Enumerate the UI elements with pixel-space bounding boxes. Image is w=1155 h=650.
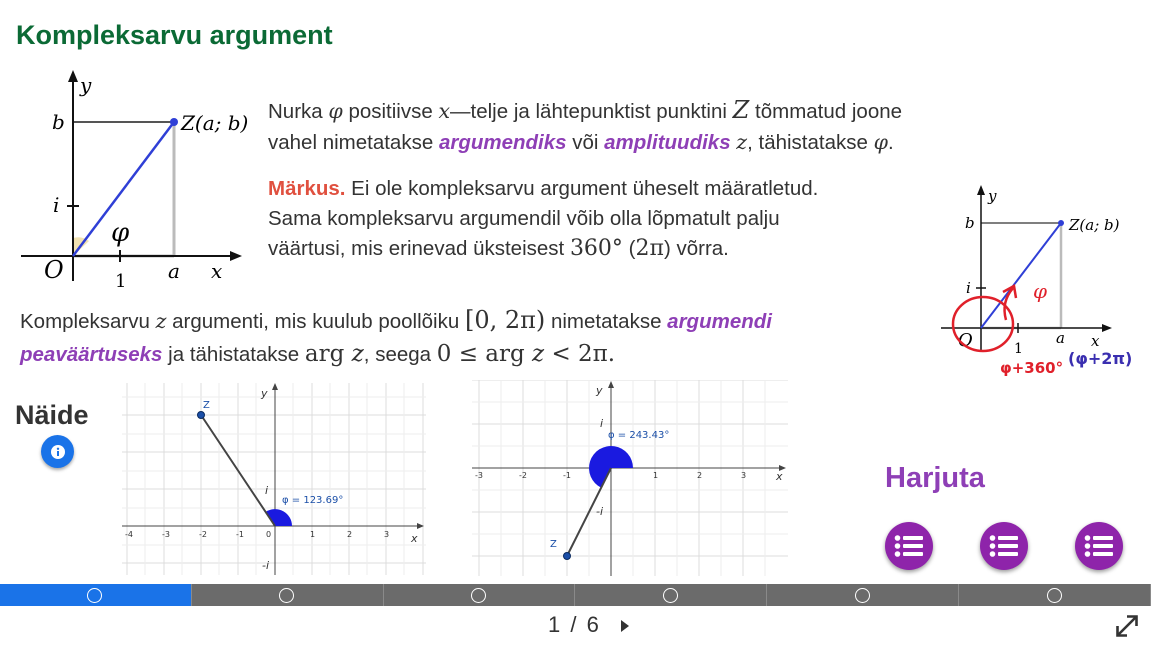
svg-text:x: x — [1091, 332, 1100, 350]
info-button[interactable] — [41, 435, 74, 468]
svg-text:y: y — [596, 384, 603, 397]
svg-text:-i: -i — [596, 505, 604, 518]
svg-text:O: O — [958, 330, 973, 351]
total-slides: 6 — [586, 612, 599, 637]
graph1-x-ticks — [125, 530, 389, 539]
svg-text:3: 3 — [741, 471, 747, 480]
task-list-icon — [1084, 534, 1114, 558]
term-argumendi: argumendi — [667, 310, 772, 333]
svg-text:1: 1 — [115, 271, 127, 291]
slide-dot — [279, 588, 294, 603]
svg-text:y: y — [261, 387, 268, 400]
slide-progress-bar — [0, 584, 1151, 606]
svg-text:Z: Z — [203, 400, 210, 411]
svg-text:φ: φ — [1033, 279, 1048, 303]
handwritten-diagram — [938, 180, 1138, 385]
svg-text:i: i — [265, 484, 269, 497]
fullscreen-button[interactable] — [1114, 613, 1140, 639]
exercise-button-1[interactable] — [885, 522, 933, 570]
svg-text:φ: φ — [111, 218, 130, 248]
slide-dot — [87, 588, 102, 603]
slide-counter — [548, 612, 599, 638]
svg-text:1: 1 — [653, 471, 659, 480]
svg-text:φ = 243.43°: φ = 243.43° — [608, 430, 670, 441]
svg-text:a: a — [168, 259, 180, 283]
svg-text:3: 3 — [384, 530, 390, 539]
term-argumendiks: argumendiks — [438, 131, 567, 154]
svg-text:φ+360°: φ+360° — [1000, 359, 1064, 377]
svg-text:-1: -1 — [236, 530, 244, 539]
page-title: Kompleksarvu argument — [16, 20, 333, 50]
term-peavaartuseks: peaväärtuseks — [20, 343, 163, 366]
argument-diagram — [18, 66, 258, 291]
svg-text:1: 1 — [310, 530, 316, 539]
graph1-grid — [122, 383, 426, 575]
svg-text:x: x — [776, 470, 783, 483]
slide-segment-5[interactable] — [767, 584, 959, 606]
svg-text:i: i — [600, 417, 604, 430]
svg-text:Z: Z — [550, 539, 557, 550]
svg-text:a: a — [1056, 329, 1065, 347]
practice-heading: Harjuta — [885, 462, 985, 494]
svg-text:b: b — [965, 214, 975, 232]
svg-text:Z(a; b): Z(a; b) — [1069, 216, 1120, 234]
task-list-icon — [989, 534, 1019, 558]
svg-text:b: b — [52, 110, 65, 134]
slide-segment-1[interactable] — [0, 584, 192, 606]
svg-text:-1: -1 — [563, 471, 571, 480]
point-z — [170, 118, 178, 126]
current-slide: 1 — [548, 612, 561, 637]
slide-dot — [855, 588, 870, 603]
pager-separator: / — [570, 612, 577, 637]
example-graph-1 — [122, 383, 426, 575]
slide-dot — [1047, 588, 1062, 603]
svg-text:2: 2 — [347, 530, 353, 539]
expand-icon — [1118, 617, 1137, 636]
term-amplituudiks: amplituudiks — [604, 131, 731, 154]
svg-text:(φ+2π): (φ+2π) — [1068, 349, 1133, 368]
svg-text:-i: -i — [262, 559, 270, 572]
example-heading: Näide — [15, 400, 89, 430]
definition-text: Nurka φ positiivse x—telje ja lähtepunktist punktini Z tõmmatud joone vahel nimetatakse argumendiks või amplituudiks z, tähistatakse φ. — [268, 96, 903, 154]
remark-text: Märkus. Ei ole kompleksarvu argument üheselt määratletud. Sama kompleksarvu argumendil võib olla lõpmatult palju väärtusi, mis erinevad üksteisest 360° (2π) võrra. — [268, 177, 819, 261]
svg-text:2: 2 — [697, 471, 703, 480]
svg-text:x: x — [211, 259, 223, 283]
svg-text:i: i — [966, 279, 971, 297]
slide-segment-4[interactable] — [575, 584, 767, 606]
svg-text:1: 1 — [1014, 341, 1023, 357]
svg-text:0: 0 — [266, 530, 272, 539]
svg-text:-3: -3 — [162, 530, 170, 539]
svg-text:i: i — [53, 193, 60, 217]
svg-text:x: x — [411, 532, 418, 545]
info-icon — [51, 445, 65, 459]
point-z — [198, 412, 205, 419]
svg-text:φ = 123.69°: φ = 123.69° — [282, 495, 344, 506]
svg-text:y: y — [988, 187, 997, 205]
svg-text:-2: -2 — [199, 530, 207, 539]
svg-text:-4: -4 — [125, 530, 133, 539]
next-slide-button[interactable] — [619, 618, 631, 634]
slide-dot — [471, 588, 486, 603]
svg-text:-2: -2 — [519, 471, 527, 480]
task-list-icon — [894, 534, 924, 558]
remark-label: Märkus. — [268, 177, 346, 200]
exercise-button-3[interactable] — [1075, 522, 1123, 570]
slide-segment-2[interactable] — [192, 584, 384, 606]
example-graph-2 — [472, 380, 788, 576]
svg-text:-3: -3 — [475, 471, 483, 480]
point-z — [564, 553, 571, 560]
slide-segment-3[interactable] — [384, 584, 576, 606]
svg-text:Z(a; b): Z(a; b) — [181, 111, 249, 135]
svg-text:y: y — [80, 73, 92, 97]
slide-segment-6[interactable] — [959, 584, 1151, 606]
principal-value-text: Kompleksarvu z argumenti, mis kuulub poollõiku [0, 2π) nimetatakse argumendi peaväärtuseks ja tähistatakse arg z, seega 0 ≤ arg z < 2π. — [20, 306, 772, 367]
exercise-button-2[interactable] — [980, 522, 1028, 570]
caret-right-icon — [621, 620, 629, 632]
slide-dot — [663, 588, 678, 603]
svg-text:O: O — [44, 256, 64, 284]
